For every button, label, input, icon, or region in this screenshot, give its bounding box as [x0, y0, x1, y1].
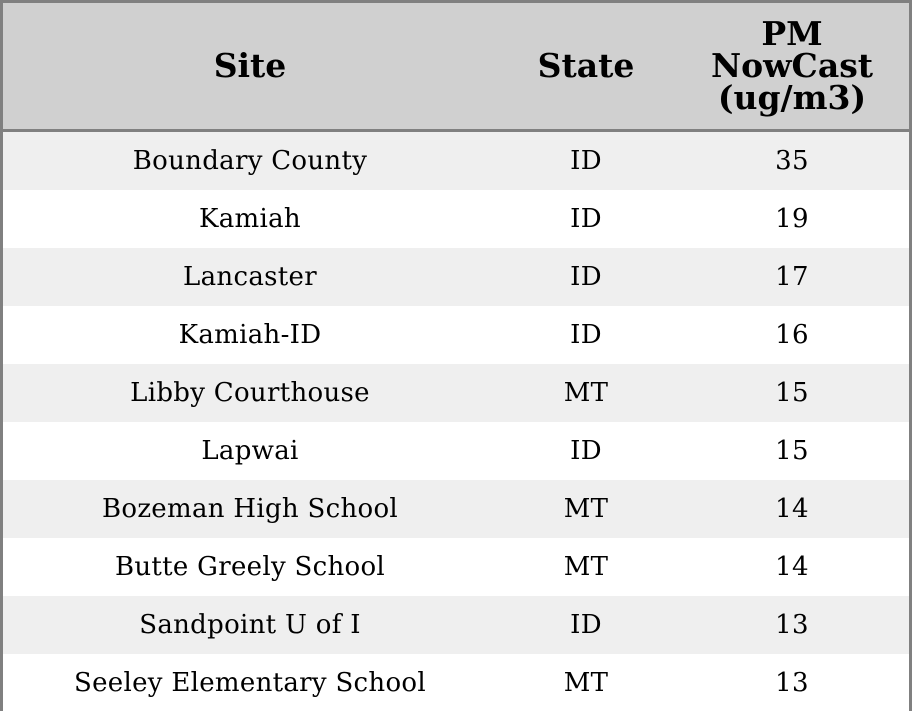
- table-row: [3, 422, 909, 480]
- cell-pm-nowcast: 15: [775, 436, 809, 466]
- cell-state: MT: [563, 378, 609, 408]
- cell-site: Lapwai: [201, 436, 299, 466]
- cell-pm-nowcast: 19: [775, 204, 809, 234]
- cell-site: Libby Courthouse: [130, 378, 370, 408]
- cell-site: Lancaster: [183, 262, 317, 292]
- cell-state: ID: [570, 262, 602, 292]
- cell-site: Kamiah: [199, 204, 301, 234]
- cell-state: ID: [570, 610, 602, 640]
- table-row: [3, 306, 909, 364]
- cell-state: ID: [570, 146, 602, 176]
- cell-state: ID: [570, 436, 602, 466]
- table-row: [3, 654, 909, 712]
- cell-pm-nowcast: 17: [775, 262, 809, 292]
- header-state: State: [537, 46, 635, 85]
- table-row: [3, 538, 909, 596]
- cell-pm-nowcast: 35: [775, 146, 809, 176]
- cell-pm-nowcast: 14: [775, 552, 809, 582]
- cell-state: MT: [563, 494, 609, 524]
- cell-pm-nowcast: 13: [775, 610, 809, 640]
- cell-site: Sandpoint U of I: [139, 610, 361, 640]
- cell-pm-nowcast: 13: [775, 668, 809, 698]
- cell-pm-nowcast: 14: [775, 494, 809, 524]
- cell-state: MT: [563, 552, 609, 582]
- cell-state: ID: [570, 320, 602, 350]
- table-body: [3, 132, 909, 712]
- table-header: [3, 3, 909, 132]
- header-pm-nowcast: [675, 3, 909, 129]
- cell-site: Butte Greely School: [114, 552, 386, 582]
- header-pm-nowcast-label: PM NowCast (ug/m3): [710, 14, 874, 117]
- cell-site: Boundary County: [132, 146, 368, 176]
- cell-site: Seeley Elementary School: [74, 668, 426, 698]
- table-row: [3, 480, 909, 538]
- cell-site: Bozeman High School: [101, 494, 399, 524]
- cell-state: ID: [570, 204, 602, 234]
- table-row: [3, 248, 909, 306]
- header-site: Site: [213, 46, 287, 85]
- cell-site: Kamiah-ID: [178, 320, 322, 350]
- table-row: [3, 364, 909, 422]
- cell-state: MT: [563, 668, 609, 698]
- table-row: [3, 190, 909, 248]
- cell-pm-nowcast: 15: [775, 378, 809, 408]
- table-row: [3, 596, 909, 654]
- table-row: [3, 132, 909, 190]
- cell-pm-nowcast: 16: [775, 320, 809, 350]
